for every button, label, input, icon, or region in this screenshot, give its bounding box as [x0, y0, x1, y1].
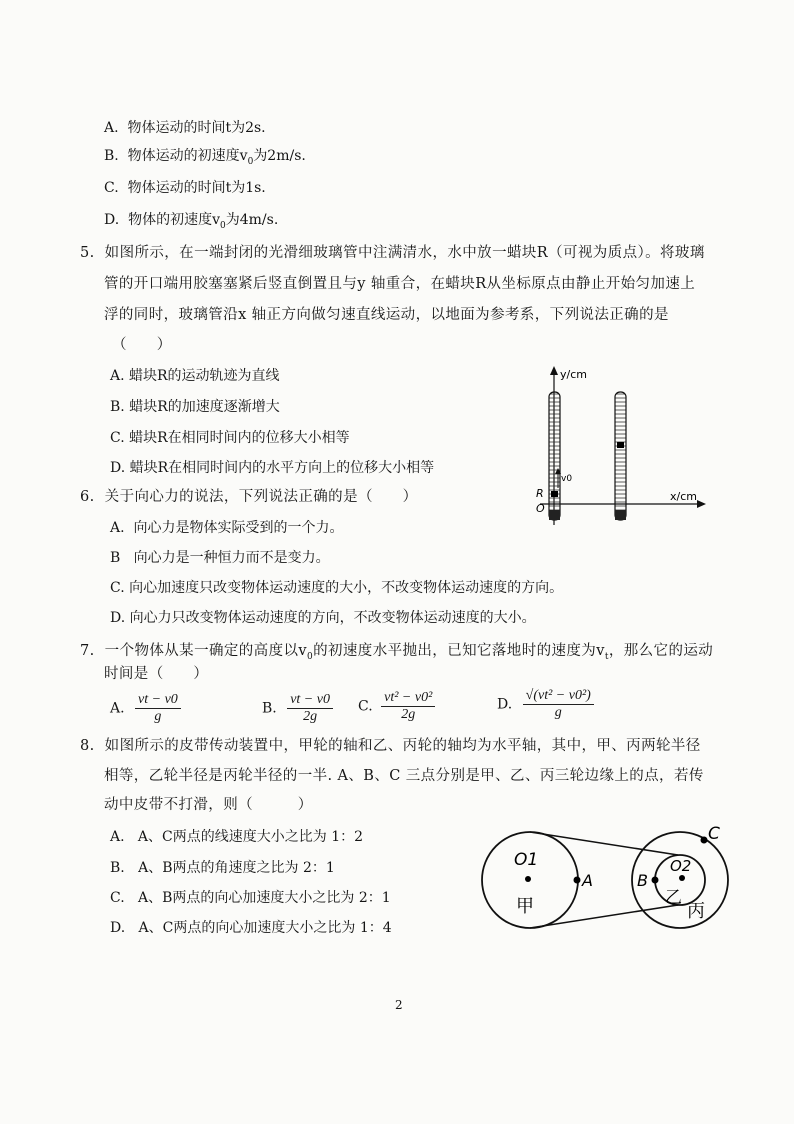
q7-stem-line1: 7. 一个物体从某一确定的高度以$v_0$的初速度水平抛出，已知它落地时的速度为$v_t$，那么它的运动 [80, 643, 714, 662]
q7-stem-line2: 时间是（ ） [104, 666, 209, 682]
label-a: A [582, 871, 593, 890]
q6-stem: 6. 关于向心力的说法，下列说法正确的是（ ） [80, 489, 418, 505]
q4-option-d: D. 物体的初速度$v_0$为4m/s. [104, 212, 279, 231]
tube-left [549, 392, 560, 520]
q5-option-b: B. 蜡块R的加速度逐渐增大 [110, 399, 280, 415]
page-number: 2 [395, 998, 403, 1012]
tube-right [615, 392, 626, 520]
x-axis-arrow [697, 500, 706, 508]
belt-top [530, 832, 678, 855]
q5-tube-figure [530, 360, 710, 530]
origin-label: O [536, 502, 545, 515]
q5-option-c: C. 蜡块R在相同时间内的位移大小相等 [110, 430, 350, 446]
label-yi: 乙 [665, 888, 682, 908]
q8-stem-line2: 相等，乙轮半径是丙轮半径的一半. A、B、C 三点分别是甲、乙、丙三轮边缘上的点，若传 [104, 768, 704, 784]
q5-option-d: D. 蜡块R在相同时间内的水平方向上的位移大小相等 [110, 460, 435, 476]
block-label: R [536, 487, 544, 500]
q8-option-d: D. A、C两点的向心加速度大小之比为 1：4 [110, 920, 392, 936]
q6-option-b: B 向心力是一种恒力而不是变力。 [110, 550, 330, 566]
q8-option-b: B. A、B两点的角速度之比为 2：1 [110, 860, 335, 876]
q7-option-a: A. $\frac{vt - v0}{g}$ [110, 692, 181, 725]
q6-option-a: A. 向心力是物体实际受到的一个力。 [110, 520, 344, 536]
belt-bottom [530, 905, 678, 928]
q5-option-a: A. 蜡块R的运动轨迹为直线 [110, 368, 280, 384]
q5-stem-line1: 5. 如图所示，在一端封闭的光滑细玻璃管中注满清水，水中放一蜡块R（可视为质点）。将玻璃 [80, 245, 705, 261]
q5-answer-blank: （ ） [112, 337, 172, 353]
q4-option-c: C. 物体运动的时间t为1s. [104, 180, 266, 196]
q6-option-d: D. 向心力只改变物体运动速度的方向，不改变物体运动速度的大小。 [110, 610, 536, 626]
q5-stem-line3: 浮的同时，玻璃管沿x 轴正方向做匀速直线运动，以地面为参考系，下列说法正确的是 [104, 307, 669, 323]
label-o1: O1 [514, 850, 539, 870]
label-bing: 丙 [687, 901, 705, 922]
q7-option-c: C. $\frac{\text{vt² − v0²}}{2g}$ [358, 690, 435, 723]
axle-o2 [679, 875, 685, 881]
point-b [652, 877, 659, 884]
axle-o1 [525, 876, 531, 882]
q7-option-d: D. $\frac{\text{√(vt² − v0²)}}{g}$ [497, 688, 594, 721]
stopper-left [549, 510, 560, 520]
wax-block-r [551, 491, 558, 497]
q8-option-a: A. A、C两点的线速度大小之比为 1：2 [110, 829, 364, 845]
q8-stem-line3: 动中皮带不打滑，则（ ） [104, 797, 313, 813]
q8-stem-line1: 8. 如图所示的皮带传动装置中，甲轮的轴和乙、丙轮的轴均为水平轴，其中，甲、丙两轮半径 [80, 738, 701, 754]
label-o2: O2 [670, 857, 692, 875]
v0-label: v0 [561, 474, 573, 484]
label-jia: 甲 [516, 896, 534, 917]
point-a [574, 877, 581, 884]
wax-block-moved [617, 442, 624, 448]
q4-option-b: B. 物体运动的初速度$v_0$为2m/s. [104, 148, 306, 167]
q5-stem-line2: 管的开口端用胶塞塞紧后竖直倒置且与y 轴重合，在蜡块R从坐标原点由静止开始匀加速上 [104, 276, 696, 292]
q7-option-b: B. $\frac{vt - v0}{2g}$ [262, 692, 333, 725]
q8-belt-figure [470, 815, 740, 940]
y-axis-label: y/cm [560, 368, 587, 381]
stopper-right [615, 510, 626, 520]
q6-option-c: C. 向心加速度只改变物体运动速度的大小，不改变物体运动速度的方向。 [110, 580, 564, 596]
q8-option-c: C. A、B两点的向心加速度大小之比为 2：1 [110, 890, 391, 906]
point-c [701, 837, 708, 844]
label-b: B [637, 871, 648, 890]
q4-option-a: A. 物体运动的时间t为2s. [104, 120, 266, 136]
x-axis-label: x/cm [670, 490, 697, 503]
y-axis-arrow [550, 366, 558, 375]
label-c: C [708, 824, 720, 844]
